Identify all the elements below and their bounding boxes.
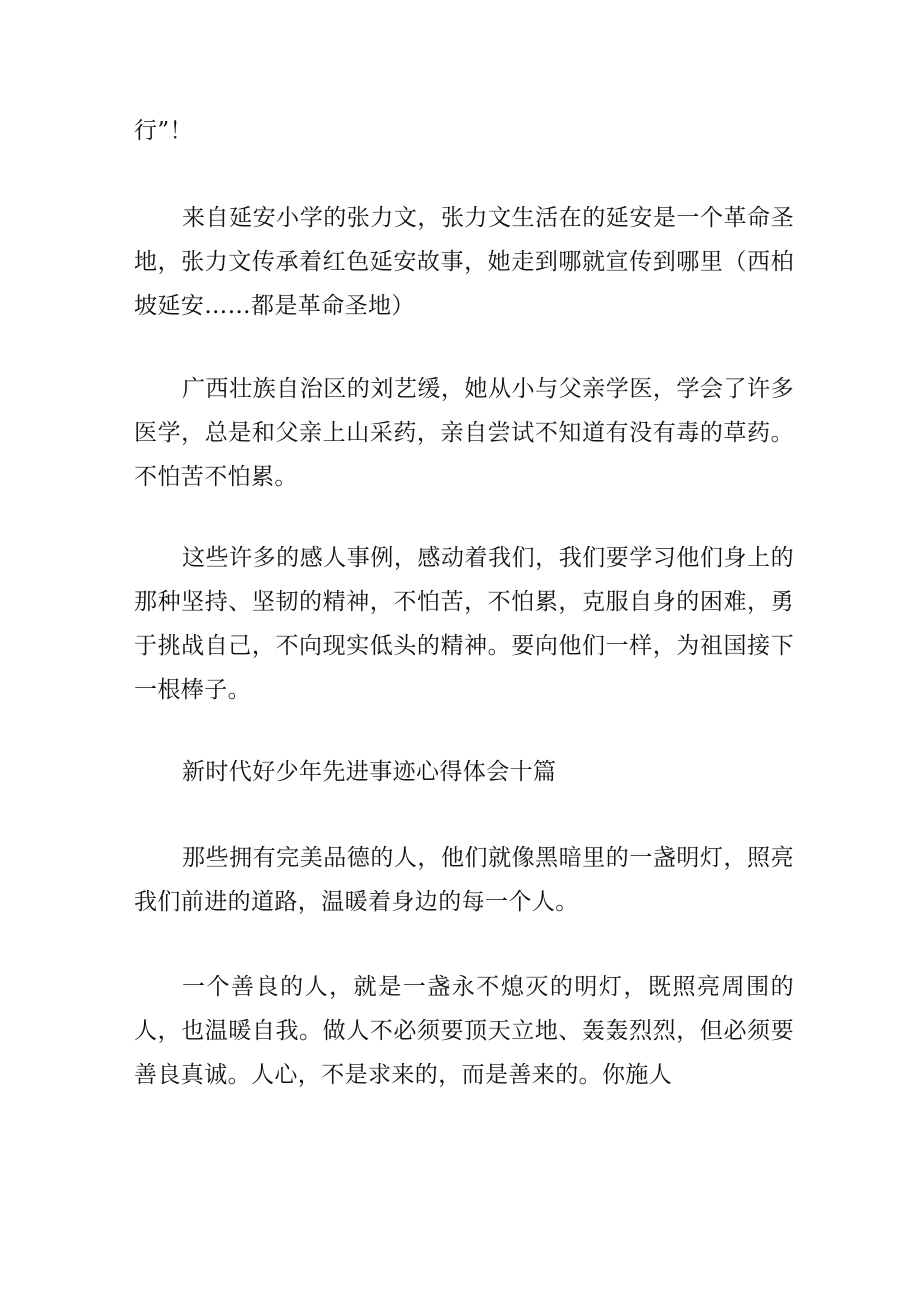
section-heading: 新时代好少年先进事迹心得体会十篇 (182, 759, 557, 785)
paragraph-zhang-liwen: 来自延安小学的张力文，张力文生活在的延安是一个革命圣地，张力文传承着红色延安故事，她走到哪就宣传到哪里（西柏坡延安……都是革命圣地） (134, 205, 794, 319)
paragraph-liu-yihuan: 广西壮族自治区的刘艺缓，她从小与父亲学医，学会了许多医学，总是和父亲上山采药，亲自尝试不知道有没有毒的草药。不怕苦不怕累。 (134, 376, 794, 490)
paragraph-continuation: 行”！ (134, 118, 193, 144)
paragraph-reflection: 这些许多的感人事例，感动着我们，我们要学习他们身上的那种坚持、坚韧的精神，不怕苦，不怕累，克服自身的困难，勇于挑战自己，不向现实低头的精神。要向他们一样，为祖国接下一根棒子。 (134, 545, 794, 703)
paragraph-kindness: 一个善良的人，就是一盏永不熄灭的明灯，既照亮周围的人，也温暖自我。做人不必须要顶天立地、轰轰烈烈，但必须要善良真诚。人心，不是求来的，而是善来的。你施人 (134, 974, 794, 1088)
paragraph-virtue-lamp: 那些拥有完美品德的人，他们就像黑暗里的一盏明灯，照亮我们前进的道路，温暖着身边的每一个人。 (134, 845, 794, 915)
